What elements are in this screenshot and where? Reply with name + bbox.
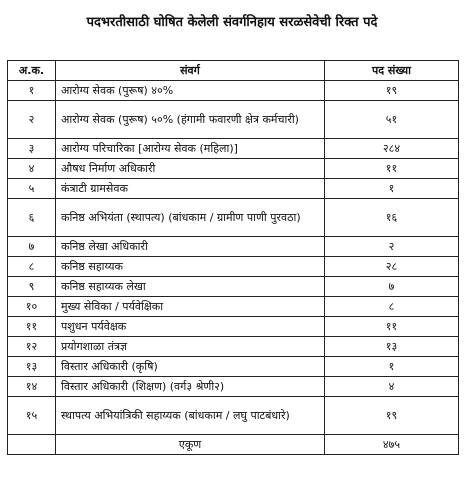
post-count-cell: ८ (325, 297, 459, 317)
table-row (8, 397, 459, 435)
cadre-cell: पशुधन पर्यवेक्षक (56, 317, 325, 337)
post-count-cell: १३ (325, 337, 459, 357)
post-count-cell: २८४ (325, 139, 459, 159)
header-cadre: संवर्ग (56, 61, 325, 81)
cadre-cell: औषध निर्माण अधिकारी (56, 159, 325, 179)
serial-number-cell: २ (8, 101, 56, 139)
table-row (8, 257, 459, 277)
cadre-cell: कनिष्ठ सहाय्यक लेखा (56, 277, 325, 297)
table-row (8, 357, 459, 377)
table-header-row (8, 61, 459, 81)
table-row (8, 377, 459, 397)
cadre-cell: कनिष्ठ सहाय्यक (56, 257, 325, 277)
table-row (8, 159, 459, 179)
document-title: पदभरतीसाठी घोषित केलेली संवर्गनिहाय सरळसेवेची रिक्त पदे (86, 15, 378, 30)
serial-number-cell: १३ (8, 357, 56, 377)
table-row (8, 199, 459, 237)
serial-number-cell: ९ (8, 277, 56, 297)
cadre-cell: आरोग्य परिचारिका [आरोग्य सेवक (महिला)] (56, 139, 325, 159)
post-count-cell: २८ (325, 257, 459, 277)
post-count-cell: १ (325, 357, 459, 377)
post-count-cell: ११ (325, 159, 459, 179)
serial-number-cell: ४ (8, 159, 56, 179)
cadre-cell: आरोग्य सेवक (पुरूष) ५०% (हंगामी फवारणी क्षेत्र कर्मचारी) (56, 101, 325, 139)
header-post-count: पद संख्या (325, 61, 459, 81)
post-count-cell: ५१ (325, 101, 459, 139)
cadre-cell: आरोग्य सेवक (पुरूष) ४०% (56, 81, 325, 101)
post-count-cell: ११ (325, 317, 459, 337)
table-row (8, 277, 459, 297)
serial-number-cell: ५ (8, 179, 56, 199)
post-count-cell: ७ (325, 277, 459, 297)
post-count-cell: १९ (325, 397, 459, 435)
table-row (8, 297, 459, 317)
serial-number-cell: १० (8, 297, 56, 317)
cadre-cell: विस्तार अधिकारी (शिक्षण) (वर्ग३ श्रेणी२) (56, 377, 325, 397)
post-count-cell: ४ (325, 377, 459, 397)
post-count-cell: २ (325, 237, 459, 257)
serial-number-cell: ७ (8, 237, 56, 257)
post-count-cell: १६ (325, 199, 459, 237)
post-count-cell: १९ (325, 81, 459, 101)
cadre-cell: कनिष्ठ अभियंता (स्थापत्य) (बांधकाम / ग्रामीण पाणी पुरवठा) (56, 199, 325, 237)
cadre-cell: विस्तार अधिकारी (कृषि) (56, 357, 325, 377)
serial-number-cell: १५ (8, 397, 56, 435)
serial-number-cell: ६ (8, 199, 56, 237)
total-empty-cell (8, 435, 56, 455)
serial-number-cell: १२ (8, 337, 56, 357)
total-value: ४७५ (325, 435, 459, 455)
table-row (8, 317, 459, 337)
table-row (8, 179, 459, 199)
cadre-cell: मुख्य सेविका / पर्यवेक्षिका (56, 297, 325, 317)
vacancy-table (7, 60, 459, 455)
header-serial-number: अ.क. (8, 61, 56, 81)
total-row (8, 435, 459, 455)
table-row (8, 101, 459, 139)
table-row (8, 337, 459, 357)
cadre-cell: कनिष्ठ लेखा अधिकारी (56, 237, 325, 257)
table-row (8, 237, 459, 257)
table-row (8, 81, 459, 101)
serial-number-cell: ११ (8, 317, 56, 337)
total-label: एकूण (56, 435, 325, 455)
cadre-cell: प्रयोगशाळा तंत्रज्ञ (56, 337, 325, 357)
serial-number-cell: ८ (8, 257, 56, 277)
cadre-cell: कंत्राटी ग्रामसेवक (56, 179, 325, 199)
post-count-cell: १ (325, 179, 459, 199)
serial-number-cell: ३ (8, 139, 56, 159)
serial-number-cell: १४ (8, 377, 56, 397)
cadre-cell: स्थापत्य अभियांत्रिकी सहाय्यक (बांधकाम / लघु पाटबंधारे) (56, 397, 325, 435)
table-row (8, 139, 459, 159)
serial-number-cell: १ (8, 81, 56, 101)
